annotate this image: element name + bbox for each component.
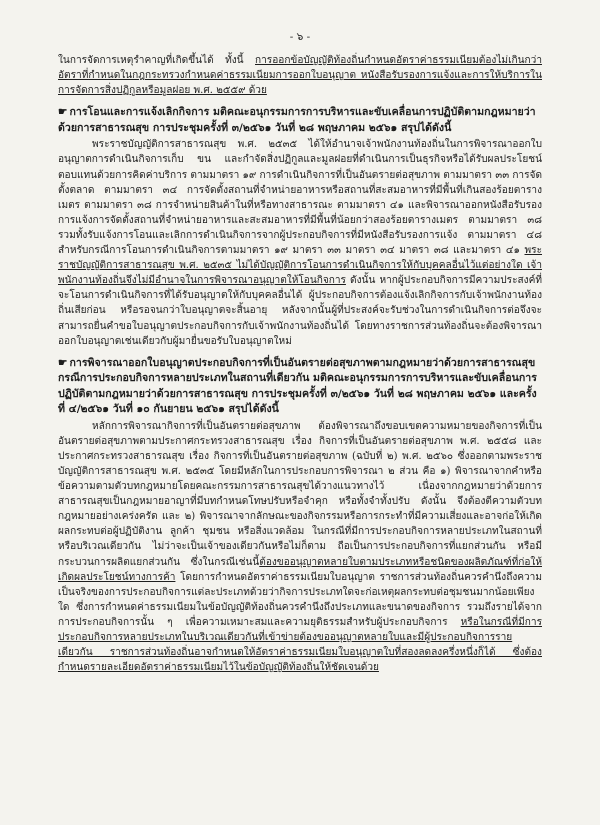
section-2-text-continued: โดยการกำหนดอัตราค่าธรรมเนียมใบอนุญาต ราชการส่วนท้องถิ่นควรคำนึงถึงความเป็นจริงของการประกอบกิจการแต่ละประเภทด้วยว่ากิจการประเภทใดจะก่อเหตุผลกระทบต่อชุมชนมากน้อยเพียงใด ซึ่งการกำหนดค่าธรรมเนียมในข้อบัญญัติท้องถิ่นควรคำนึงถึงประเภทและขนาดของกิจการ รวมถึงรายได้จากการประกอบกิจการนั้น ๆ เพื่อความเหมาะสมและความยุติธรรมสำหรับผู้ประกอบกิจการ	[58, 571, 542, 628]
intro-text: ในการจัดการเหตุรำคาญที่เกิดขึ้นได้ ทั้งนี้	[58, 55, 255, 67]
intro-paragraph	[58, 53, 542, 98]
section-1-paragraph	[58, 137, 542, 348]
section-1-text: พระราชบัญญัติการสาธารณสุข พ.ศ. ๒๕๓๕ ได้ให้อำนาจเจ้าพนักงานท้องถิ่นในการพิจารณาออกใบอนุญาตการดำเนินกิจการเก็บ ขน และกำจัดสิ่งปฏิกูลและมูลฝอยที่ดำเนินการเป็นธุรกิจหรือได้รับผลประโยชน์ตอบแทนด้วยการคิดค่าบริการ ตามมาตรา ๑๙ การดำเนินกิจการที่เป็นอันตรายต่อสุขภาพ ตามมาตรา ๓๓ การจัดตั้งตลาด ตามมาตรา ๓๔ การจัดตั้งสถานที่จำหน่ายอาหารหรือสถานที่สะสมอาหารที่มีพื้นที่เกินสองร้อยตารางเมตร ตามมาตรา ๓๘ การจำหน่ายสินค้าในที่หรือทางสาธารณะ ตามมาตรา ๔๑ และพิจารณาออกหนังสือรับรองการแจ้งการจัดตั้งสถานที่จำหน่ายอาหารและสะสมอาหารที่มีพื้นที่น้อยกว่าสองร้อยตารางเมตร ตามมาตรา ๓๘ รวมทั้งรับแจ้งการโอนและเลิกการดำเนินกิจการจากผู้ประกอบกิจการที่มีหนังสือรับรองการแจ้ง ตามมาตรา ๔๘ สำหรับกรณีการโอนการดำเนินกิจการตามมาตรา ๑๙ มาตรา ๓๓ มาตรา ๓๔ มาตรา ๓๘ และมาตรา ๔๑	[58, 139, 542, 257]
section-1-text-continued: ดังนั้น หากผู้ประกอบกิจการมีความประสงค์ที่จะโอนการดำเนินกิจการที่ได้รับอนุญาตให้กับบุคคลอื่นได้ ผู้ประกอบกิจการต้องแจ้งเลิกกิจการกับเจ้าพนักงานท้องถิ่นเสียก่อน หรือรอจนกว่าใบอนุญาตจะสิ้นอายุ หลังจากนั้นผู้ที่ประสงค์จะรับช่วงในการดำเนินกิจการต่อจึงจะสามารถยื่นคำขอใบอนุญาตประกอบกิจการกับเจ้าพนักงานท้องถิ่นได้ โดยทางราชการส่วนท้องถิ่นจะต้องพิจารณาออกใบอนุญาตเช่นเดียวกับผู้มายื่นขอรับใบอนุญาตใหม่	[58, 275, 542, 347]
pointing-hand-icon: ☛	[58, 356, 68, 369]
section-1-heading	[58, 105, 542, 136]
section-1-underlined-text: พระราชบัญญัติการสาธารณสุข พ.ศ. ๒๕๓๕ ไม่ได้บัญญัติการโอนการดำเนินกิจการให้กับบุคคลอื่นไว้แต่อย่างใด เจ้าพนักงานท้องถิ่นจึงไม่มีอำนาจในการพิจารณาอนุญาตให้โอนกิจการ	[58, 245, 542, 287]
pointing-hand-icon: ☛	[58, 106, 68, 119]
section-2-underlined-text-2: หรือในกรณีที่มีการประกอบกิจการหลายประเภทในบริเวณเดียวกันที่เข้าข่ายต้องขออนุญาตหลายใบและมีผู้ประกอบกิจการรายเดียวกัน ราชการส่วนท้องถิ่นอาจกำหนดให้อัตราค่าธรรมเนียมใบอนุญาตใบที่สองลดลงครึ่งหนึ่งก็ได้ ซึ่งต้องกำหนดรายละเอียดอัตราค่าธรรมเนียมไว้ในข้อบัญญัติท้องถิ่นให้ชัดเจนด้วย	[58, 616, 542, 674]
section-2-heading-text: การพิจารณาออกใบอนุญาตประกอบกิจการที่เป็นอันตรายต่อสุขภาพตามกฎหมายว่าด้วยการสาธารณสุข กรณีการประกอบกิจการหลายประเภทในสถานที่เดียวกัน มติคณะอนุกรรมการการบริหารและขับเคลื่อนการปฏิบัติตามกฎหมายว่าด้วยการสาธารณสุข การประชุมครั้งที่ ๓/๒๕๖๑ วันที่ ๒๘ พฤษภาคม ๒๕๖๑ และครั้งที่ ๔/๒๕๖๑ วันที่ ๑๐ กันยายน ๒๕๖๑ สรุปได้ดังนี้	[58, 356, 537, 416]
section-2-paragraph	[58, 419, 542, 676]
section-2-text: หลักการพิจารณากิจการที่เป็นอันตรายต่อสุขภาพ ต้องพิจารณาถึงขอบเขตความหมายของกิจการที่เป็นอันตรายต่อสุขภาพตามประกาศกระทรวงสาธารณสุข เรื่อง กิจการที่เป็นอันตรายต่อสุขภาพ พ.ศ. ๒๕๕๘ และประกาศกระทรวงสาธารณสุข เรื่อง กิจการที่เป็นอันตรายต่อสุขภาพ (ฉบับที่ ๒) พ.ศ. ๒๕๖๐ ซึ่งออกตามพระราชบัญญัติการสาธารณสุข พ.ศ. ๒๕๓๕ โดยมีหลักในการประกอบการพิจารณา ๒ ส่วน คือ ๑) พิจารณาจากคำหรือข้อความตามตัวบทกฎหมายโดยคณะกรรมการสาธารณสุขได้วางแนวทางไว้ เนื่องจากกฎหมายว่าด้วยการสาธารณสุขเป็นกฎหมายอาญาที่มีบทกำหนดโทษปรับหรือจำคุก หรือทั้งจำทั้งปรับ ดังนั้น จึงต้องตีความตัวบทกฎหมายอย่างเคร่งครัด และ ๒) พิจารณาจากลักษณะของกิจกรรมหรือการกระทำที่มีความเสี่ยงและอาจก่อให้เกิดผลกระทบต่อผู้ปฏิบัติงาน ลูกค้า ชุมชน หรือสิ่งแวดล้อม ในกรณีที่มีการประกอบกิจการหลายประเภทในสถานที่หรือบริเวณเดียวกัน ไม่ว่าจะเป็นเจ้าของเดียวกันหรือไม่ก็ตาม ถือเป็นการประกอบกิจการที่แยกส่วนกัน หรือมีกระบวนการผลิตแยกส่วนกัน ซึ่งในกรณีเช่นนี้	[58, 420, 542, 568]
section-1-heading-text: การโอนและการแจ้งเลิกกิจการ มติคณะอนุกรรมการการบริหารและขับเคลื่อนการปฏิบัติตามกฎหมายว่าด้วยการสาธารณสุข การประชุมครั้งที่ ๓/๒๕๖๑ วันที่ ๒๘ พฤษภาคม ๒๕๖๑ สรุปได้ดังนี้	[58, 106, 536, 134]
intro-underlined-text: การออกข้อบัญญัติท้องถิ่นกำหนดอัตราค่าธรรมเนียมต้องไม่เกินกว่าอัตราที่กำหนดในกฎกระทรวงกำหนดค่าธรรมเนียมการออกใบอนุญาต หนังสือรับรองการแจ้งและการให้บริการในการจัดการสิ่งปฏิกูลหรือมูลฝอย พ.ศ. ๒๕๕๙ ด้วย	[58, 55, 542, 97]
page-number: - ๖ -	[289, 31, 311, 43]
section-2-heading	[58, 356, 542, 418]
section-2-underlined-text: ต้องขออนุญาตหลายใบตามประเภทหรือชนิดของผลิตภัณฑ์ที่ก่อให้เกิดผลประโยชน์ทางการค้า	[58, 556, 542, 583]
